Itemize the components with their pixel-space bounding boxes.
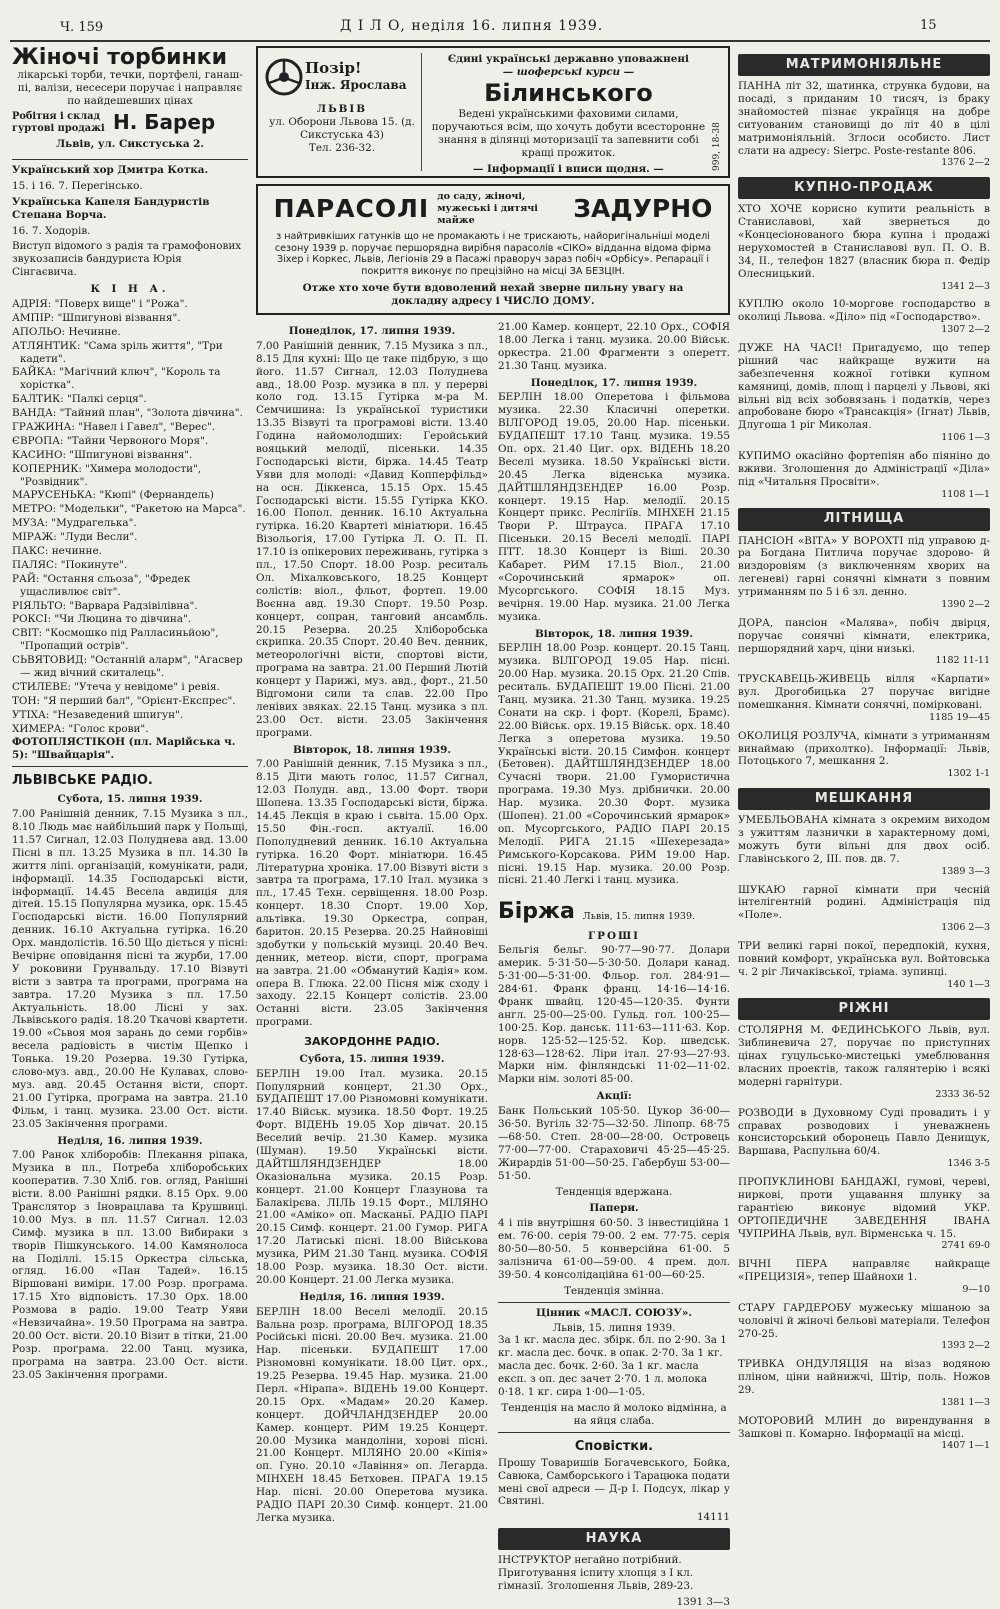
radio-d2-text: 7.00 Ранішній денник, 7.15 Музика з пл., 8.15 Діти мають голос, 11.57 Сигнал, 12.03 Полудн. авд., 13.00 Форт. твори Шопена. 13.35 Господарські вісти, біржа. 14.45 Лекція в краю і сьвіта. 15.00 Орх. 15.50 Фін.-госп. актуалії. 16.00 Пополудневий денник. 16.10 Актуальна гутірка. 16.20 Форт. мініатюри. 16.45 Літературна хроніка. 17.00 Візвуті вісти з завтра та програма, 17.10 Італ. музика з пл., 17.45 Техн. сервіщення. 18.00 Розр. концерт. 18.30 Спорт. 19.00 Хор, альтівка. 19.30 Оркестра, сопран, баритон. 20.15 Резерва. 20.25 Найновіші здобутки у польській музиці. 20.40 Веч. денник, метеор. вісти, спорт, програма на завтра. 21.00 «Обманутий Кадія» ком. опера В. Глюка. 22.00 Пісня між сходу і заходу. 22.15 Концерт солістів. 23.00 Останні вісти. 23.05 Закінчення програми. (256, 758, 488, 1029)
spov-text: Прошу Товаришів Богачевського, Бойка, Савюка, Самборського і Тарацюка подати мені свої адреси — Д-р І. Подсух, лікар у Святині. (498, 1456, 730, 1508)
classified-ad (738, 1024, 990, 1100)
lviv-radio-day1-text: 7.00 Ранішній денник, 7.15 Музика з пл., 8.10 Людь має найбільший парк у Польщі, 11.57 Сигнал, 12.03 Полуднева авд. 13.00 Пісні в пл. 13.25 Музика в пл. 14.30 Ів життя ліпі. організацій, комунікати, ради, інформації. 14.35 Господарські вісти, інформації. 14.45 Весела авдиція для дітей. 15.15 Популярна музика, орк. 15.45 Господарські вісти. 16.00 Популярний денник. 16.10 Актуальна гутірка. 16.20 Орх. мандолістів. 16.50 Що діється у пісні: Вечірнє оповідання пісні та журби, 17.00 У роковини Грунвальду. 17.10 Візвуті вісти з завтра та програми, програма на завтра. 17.20 Музика з пл. 17.50 Актуальність. 18.00 Лісні у зах. Львівського радія. 18.20 Ткачові квартети. 19.00 «Сьвоя моя зарань до семи горбів» весела радіовість в чистім Щепко і Тонька. 19.20 Розерва. 19.30 Гутірка, слово-муз. авд., 20.00 Не Кулавах, слово-муз. авд. 20.45 Остання вісти, спорт. 21.00 Гутірка, програма на завтра. 21.10 Фільм, і танц. музика. 23.00 Ост. вісти. 23.05 Закінчення програми. (12, 808, 248, 1130)
divider (12, 159, 248, 160)
kino-item: БАЙКА: "Магічний ключ", "Король та хорістка". (12, 366, 221, 392)
radio-d1: Понеділок, 17. липня 1939. (288, 325, 456, 338)
maslo-tend: Тенденція на масло й молоко відмінна, а на яйця слаба. (501, 1401, 727, 1427)
ad-kursy-inzh: Інж. Ярослава (305, 77, 407, 92)
rubric-heading: МАТРИМОНІЯЛЬНЕ (738, 54, 990, 76)
rubric-heading: МЕШКАННЯ (738, 788, 990, 810)
classified-number: 140 1—3 (947, 978, 990, 990)
classified-text: ПАНСІОН «ВІТА» У ВОРОХТІ під управою д-ра Богдана Питлича поручає здорово- й виздоровіям (з виключенням хворих на легеневі) гарні сонячні кімнати з повним утриманням по 5 і 6 зл. денно. (738, 534, 990, 599)
birzha-text2: Банк Польський 105·50. Цукор 36·00—36·50. Вугіль 32·75—32·50. Ліпопр. 68·75—68·50. Степ. 28·00—28·00. Островець 77·00—77·00. Стараховичі 45·25—45·25. Жирардів 51·00—50·25. Габербуш 53·00—51·50. (498, 1105, 730, 1182)
kino-item: РІЯЛЬТО: "Варвара Радзівілівна". (12, 599, 198, 612)
nauka-num: 1391 3—3 (676, 1595, 730, 1608)
classified-text: ХТО ХОЧЕ корисно купити реальність в Станиславові, хай звернеться до «Концесіонованого бюра купна і продажі нерухомостей в Станиславові вул. П. О. В. 34, II., телефон 1827 (власник бюра п. Федір Олесницький. (738, 203, 990, 280)
kino-item: ГРАЖИНА: "Навел і Гавел", "Верес". (12, 420, 216, 433)
birzha-akcii: Акції: (596, 1090, 632, 1103)
classified-text: УМЕБЛЬОВАНА кімната з окремим виходом з ужиттям лазнички в характерному домі, можуть бути вільні для двох осіб. Главінського 2, III. пов. дв. 7. (738, 814, 990, 865)
classified-number: 1393 2—2 (941, 1340, 990, 1352)
classified-number: 1390 2—2 (941, 598, 990, 610)
radio-d4: Неділя, 16. липня 1939. (299, 1290, 445, 1303)
ad-parasoli-sub: до саду, жіночі, мужеські і дитячі майже (437, 191, 538, 226)
ad-kursy-line2: — шоферські курси — (502, 65, 635, 78)
classified-number: 1108 1—1 (941, 488, 990, 500)
classified-number: 9—10 (962, 1284, 990, 1296)
rubric-heading: ЛІТНИЩА (738, 508, 990, 530)
birzha-tend2: Тенденція змінна. (564, 1284, 664, 1297)
spov-title: Сповістки. (574, 1438, 654, 1454)
left-notes (12, 164, 248, 279)
ad-kursy-info: — Інформації і вписи щодня. — (473, 162, 664, 175)
birzha-date: Львів, 15. липня 1939. (582, 910, 696, 922)
classified-number: 1376 2—2 (941, 157, 990, 169)
classified-ad (738, 1302, 990, 1352)
kino-item: АМПІР: "Шпигунові візвання". (12, 311, 181, 324)
classified-number: 1307 2—2 (941, 324, 990, 336)
classified-ad (738, 814, 990, 877)
classified-number: 2333 36-52 (935, 1088, 990, 1100)
classified-text: ПРОПУКЛИНОВІ БАНДАЖІ, гумові, череві, ниркові, проти ущавання шлунку за гарантією виконує відомий УКР. ОРТОПЕДИЧНЕ ЗАВЕДЕННЯ ІВАНА ЧУПРИНА Львів, вул. Вірменська ч. 15. (738, 1176, 990, 1240)
left-note: Український хор Дмитра Котка. (12, 163, 209, 176)
classified-ad (738, 884, 990, 934)
birzha-text3: 4 і пів внутрішня 60·50. 3 інвестиційна 1 ем. 76·00. серія 79·00. 2 ем. 77·75. серія 80·50—80·50. 5 конверсійна 61·00. 5 залізнича 61·00—59·00. 4 прем. дол. 39·50. 4 консолідаційна 61·00—60·25. (498, 1217, 730, 1281)
classified-text: ТРИВКА ОНДУЛЯЦІЯ на візаз водяною пліном, ціни найнижчі, Штір, поль. Ножов 29. (738, 1358, 990, 1397)
ad-parasoli-note: Отже хто хоче бути вдоволений нехай зверне пильну увагу на докладну адресу і ЧИСЛО ДОМУ. (302, 282, 684, 308)
kino-item: ПАКС: нечинне. (12, 544, 102, 557)
radio-d3-text: БЕРЛІН 19.00 Італ. музика. 20.15 Популярний концерт, 21.30 Орх., БУДАПЕШТ 17.00 Різномовні комунікати. 17.40 Військ. музика. 18.50 Форт. 19.25 Форт. ВІДЕНЬ 19.05 Хор дівчат. 20.15 Веселий вечір. 21.30 Камер. музика (Шуман). 19.50 Українські вісти. ДАЙТШЛЯНДЗЕНДЕР 18.00 Оказіональна музика. 20.15 Розр. концерт. 21.00 Концерт Глазунова та Балакірєва. ЛІЛЬ 19.15 Форт., МІЛЯНО 21.00 «Аміко» оп. Масканьї. РАДІО ПАРІ 20.15 Симф. концерт. 21.00 Гумор. РИГА 17.20 Латиські пісні. 18.00 Військова музика, РИМ 21.30 Танц. музика. СОФІЯ 18.00 Розр. музика. 18.30 Ост. вісти. 20.00 Концерт. 21.00 Легка музика. (256, 1067, 489, 1286)
radio-d2: Вівторок, 18. липня 1939. (292, 743, 452, 756)
nauka-text: ІНСТРУКТОР негайно потрібний. Приготування іспиту хлопця з I кл. гімназії. Зголошення Львів, 289-23. (498, 1554, 694, 1593)
kino-item: ПАЛЯС: "Покинуте". (12, 558, 128, 571)
ad-kursy-text: Ведені українськими фаховими силами, поручаються всім, що хочуть добути всесторонне знання в ділянці моторизації та запевнити собі кращі прожиток. (431, 107, 706, 159)
classified-text: КУПИМО окасійно фортепіян або піяніно до вживи. Зголошення до Адміністрації «Діла» під «Читальня Просвіти». (738, 449, 990, 488)
maslo-date: Львів, 15. липня 1939. (552, 1321, 676, 1334)
radio-d5-text: 21.00 Камер. концерт, 22.10 Орх., СОФІЯ 18.00 Легка і танц. музика. 20.00 Військ. оркестра. 21.00 Фрагменти з оперетт. 21.30 Танц. музика. (498, 321, 730, 372)
kino-item: ЄВРОПА: "Тайни Червоного Моря". (12, 434, 209, 447)
classified-ad (738, 535, 990, 611)
radio-col-1 (256, 321, 488, 1609)
lviv-radio-day2: Неділя, 16. липня 1939. (57, 1134, 203, 1147)
classified-ad (738, 203, 990, 292)
classified-ad (738, 80, 990, 169)
kino-item: СЬВЯТОВИД: "Останній аларм", "Агасвер — жид вічний скиталець". (12, 654, 243, 679)
birzha-papery: Папери. (589, 1202, 639, 1215)
kina-list (12, 298, 248, 736)
ad-kursy-poz: Позір! (305, 59, 362, 78)
ad-torbynky-address: Львів, ул. Сикстуська 2. (55, 138, 205, 151)
radio-d7: Вівторок, 18. липня 1939. (534, 627, 694, 640)
kino-item: ХИМЕРА: "Голос крови". (12, 722, 149, 735)
ad-torbynky-label: Робітня і склад гуртові продажі (12, 110, 105, 134)
birzha-tend: Тенденція вдержана. (555, 1185, 673, 1198)
kino-item: ВАНДА: "Тайний план", "Золота дівчина". (12, 407, 243, 420)
middle-column (256, 46, 730, 1608)
kino-item: КАСИНО: "Шпигунові візвання". (12, 448, 193, 461)
ad-torbynky-body: лікарські торби, течки, портфелі, ганаш-пі, валізи, несесери поручає і направляє по найдешевших цінах (17, 69, 243, 107)
kino-item: АПОЛЬО: Нечинне. (12, 325, 121, 338)
ad-kursy (256, 46, 730, 178)
kino-item: МАРУСЕНЬКА: "Кюпі" (Фернандель) (12, 489, 214, 502)
left-column (12, 46, 248, 1546)
classified-ad (738, 673, 990, 723)
kino-item: МУЗА: "Мудрагелька". (12, 517, 137, 530)
left-note: Виступ відомого з радія та грамофонових звукозаписів бандуриста Юрія Сінгаєвича. (12, 240, 242, 279)
radio-d6-text: БЕРЛІН 18.00 Оперетова і фільмова музика. 22.30 Класичні оперетки. ВІЛГОРОД 19.05, 20.00 Нар. пісеньки. БУДАПЕШТ 17.10 Танц. музика. 19.55 Оп. орх. 21.40 Циг. орх. ВІДЕНЬ 18.20 Веселі музика. 18.50 Українські вісти. 20.45 Легка віденська музика. ДАЙТШЛЯНДЗЕНДЕР 16.00 Розр. концерт. 19.15 Нар. мелодії. 20.15 Концерт прикс. Реслігіїв. МІНХЕН 21.15 Твори Р. Штрауса. ПРАГА 17.10 Пісеньки. 20.15 Веселі мелодії. ПАРІ ПТТ. 18.30 Концерт із Віші. 20.30 Кабарет. РИМ 17.15 Віол., 21.00 «Сорочинський ярмарок» оп. Мусоргського. СОФІЯ 18.15 Муз. вечірня. 19.00 Нар. музика. 21.00 Легка музика. (498, 391, 730, 623)
ad-kursy-name: Білинського (484, 78, 653, 107)
radio-d7-text: БЕРЛІН 18.00 Розр. концерт. 20.15 Танц. музика. ВІЛГОРОД 19.05 Нар. пісні. 20.00 Нар. музика. 20.15 Орх. 21.20 Спів. реситаль. БУДАПЕШТ 19.00 Пісні. 21.00 Танц. музика. 21.30 Танц. музика. 19.25 Сонати на скр. і форт. (Корелі, Брамс). 22.00 Військ. орх. 19.15 Військ. орх. 18.40 Легка з оперетова музика. 19.50 Українські вісти. 20.15 Симфон. концерт (Бетовен). ДАЙТШЛЯНДЗЕНДЕР 18.00 Сучасні твори. 21.00 Гумористична програма. 19.30 Муз. дрібнички. 20.00 Нар. музика. 20.30 Форт. музика (Шопен). 21.00 «Сорочинський ярмарок» оп. Мусоргського, РАДІО ПАРІ 20.15 Мелодії. РИГА 21.15 «Шехерезада» Римського-Корсакова. РИМ 19.00 Нар. пісні. 19.15 Нар. музика. 20.00 Розр. пісні. 21.40 Легкі і танц. музика. (498, 642, 730, 887)
kino-item: АДРІЯ: "Поверх вище" і "Рожа". (12, 297, 188, 310)
right-column (738, 46, 990, 1546)
left-note: 16. 7. Ходорів. (12, 224, 91, 237)
kino-item: СВІТ: "Космошко під Ралласиньйою", "Пропащий острів". (12, 627, 219, 653)
left-note: Українська Капеля Бандуристів Степана Ворча. (12, 195, 210, 221)
kino-item: СТИЛЕВЕ: "Утеча у невідоме" і ревія. (12, 680, 220, 693)
divider (498, 1302, 730, 1303)
lviv-radio-title: ЛЬВІВСЬКЕ РАДІО. (12, 773, 153, 789)
radio-d4-text: БЕРЛІН 18.00 Веселі мелодії. 20.15 Вальна розр. програма, ВІЛГОРОД 18.35 Російські пісні. 20.00 Веч. музика. 21.00 Нар. пісеньки. БУДАПЕШТ 17.00 Різномовні комунікати. 18.00 Цит. орх., 19.25 Резерва. 19.45 Нар. музика. 21.00 Перл. «Нірапа». ВІДЕНЬ 19.00 Концерт. 20.15 Орх. «Мадам» 20.20 Камер. концерт. ДОЙЧЛАНДЗЕНДЕР 20.00 Камер. концерт. РИМ 19.25 Концерт. 20.00 Музика мандоліни, хорові пісні. 21.00 Концерт. МІЛЯНО 20.00 «Кіпія» оп. Гуно. 20.10 «Лавіння» оп. Легарда. МІНХЕН 18.45 Бетховен. ПРАГА 19.15 Нар. пісні. 20.00 Оперетова музика. РАДІО ПАРІ 20.30 Симф. концерт. 21.00 Легка музика. (256, 1305, 488, 1524)
lviv-radio-day2-text: 7.00 Ранок хліборобів: Плекання ріпака, Музика в пл., Потреба хліборобських кооператив. 7.30 Хліб. гов. огляд, Ранішні вісти. 8.00 Ранішні рядки. 8.15 Орх. 9.00 Транслятор з Іноврацлава та Крушвиці. 10.00 Муз. в пл. 11.57 Сигнал. 12.03 Симф. музика в пл. 13.00 Вибираки з творів Пішкунського. 14.00 Камянолоса на Поділлі. 15.15 Оркестра сільська, огляд. 16.00 «Пан Тадей». 16.15 Віршовані виміри. 17.00 Розр. програма. 17.15 Хто відповість. 17.30 Орх. 18.00 Розмова в радіо. 19.00 Театр Уяви «Невзичайна». 19.50 Програма на завтра. 20.00 Ост. вісти. 20.10 Візит в тітки, 21.00 Розр. програма. 22.00 Танц. музика, програма на завтра. 23.00 Ост. вісти. 23.05 Закінчення програми. (12, 1149, 248, 1381)
classified-text: ТРИ великі гарні покої, передпокій, кухня, повний комфорт, українська вул. Войтовська ч. 2 ріг Личаківської, тріама. зупинці. (738, 939, 990, 978)
classified-number: 1346 3-5 (947, 1158, 990, 1170)
divider (498, 1432, 730, 1433)
left-note: 15. і 16. 7. Перегінсько. (12, 179, 143, 192)
kina-title: К І Н А. (90, 283, 170, 296)
classified-ad (738, 617, 990, 667)
kino-item: ТОН: "Я перший бал", "Орієнт-Експрес". (12, 694, 236, 707)
radio-d1-text: 7.00 Ранішній денник, 7.15 Музика з пл., 8.15 Для кухні: Що це таке пiдбрую, з що його. 11.57 Сигнал, 12.03 Полуднева авд., 18.00 Розр. музика в пл. у перерві коло год. 13.15 Гутірка м-ра М. Семчишина: Із української туристики 13.35 Візвуті та програмові вісти. 13.40 Година найомолодших: Геройський вояцький мелодії, пісеньки. 14.35 Господарські вісти, біржа. 14.45 Театр Уяви для молоді: «Давид Копперфільд» на осн. Діккенса, 15.15 Орх. 15.45 Господарські вісти. 15.55 Гутірка ККО. 16.00 Попол. денник. 16.10 Актуальна гутірка. 16.20 Квартеті мініатюри. 16.45 Візольогія, 17.00 Гутірка Л. О. П. П. 17.10 із опікерових переживань, гутірка з пл., 17.50 Спорт. 18.00 Розр. реситаль Ол. Міхалковського, 18.25 Концерт солістів: віол., фльот, фортеп. 19.00 Воєнна авд. 19.30 Спорт. 19.50 Розр. концерт, сопран, танговий ансамбль. 20.15 Резерва. 20.25 Хліборобська скрипка. 20.35 Спорт. 20.40 Веч. денник, метеорологічні вісти, спортові вісти, програма на завтра. 21.00 Перший Лютій концерт у Парижі, муз. авд., форт., 21.50 Відгомони сили та слав. 22.00 Про ленівих звяках. 22.15 Танц. музика з пл. 23.00 Ост. вісти. 23.05 Закінчення програми. (256, 339, 488, 739)
classified-ad (738, 450, 990, 500)
kino-item: КОПЕРНИК: "Химера молодости", "Розвідник". (12, 462, 202, 488)
radio-d6: Понеділок, 17. липня 1939. (530, 376, 698, 389)
kino-item: АТЛЯНТИК: "Сама зріль життя", "Три кадети". (12, 339, 223, 365)
rubric-heading: КУПНО-ПРОДАЖ (738, 177, 990, 199)
classified-number: 1381 1—3 (941, 1396, 990, 1408)
ad-kursy-tel: Тел. 236-32. (308, 141, 376, 154)
classified-number: 1302 1-1 (947, 768, 990, 780)
kino-item: БАЛТИК: "Палкі серця". (12, 393, 147, 406)
classified-text: СТАРУ ГАРДЕРОБУ мужеську мішаною за чоловічі й жіночі бельові матеріали. Телефон 270-25. (738, 1301, 990, 1340)
classified-text: ОКОЛИЦЯ РОЗЛУЧА, кімнати з утриманням винаймаю (прихолтко). Інформації: Львів, Потоцького 7, мешкання 2. (738, 729, 990, 768)
classified-number: 2741 69-0 (941, 1240, 990, 1252)
classified-text: КУПЛЮ около 10-моргове господарство в околиці Львова. «Діло» під «Господарство». (738, 298, 990, 324)
classified-ad (738, 1415, 990, 1453)
ad-kursy-address: ул. Оборони Львова 15. (д. Сикстуська 43) (269, 115, 415, 141)
car-icon (263, 53, 305, 99)
classified-number: 1341 2—3 (941, 280, 990, 292)
header-rule (10, 40, 990, 42)
lviv-radio-day1: Субота, 15. липня 1939. (57, 793, 203, 806)
ad-parasoli-text: з найтривкіших гатунків що не промакають і не трискають, найоригінальніші моделі сезону 1939 р. поручає першорядна вирібня парасолів «СІКО» відданна відома фірма Зіхер і Коркес, Львів, Легіонів 29 в Пасажі праворуч зараз побіч «Орбісу». Репарації і покриття виконує по прецізійно на місці ЗА БЕЗЦІН. (274, 230, 712, 278)
kino-item: УТІХА: "Незаведений шпигун". (12, 708, 184, 721)
maslo-text: За 1 кг. масла дес. збірк. бл. по 2·90. За 1 кг. масла дес. бочк. в опак. 2·70. За 1 кг. масла дес. бочк. 2·60. За 1 кг. масла експ. з оп. дес зачет 2·70. 1 л. молока 0·18. 1 кг. сира 1·00—1·05. (498, 1334, 727, 1398)
nauka-title: НАУКА (498, 1528, 730, 1550)
classified-ad (738, 298, 990, 336)
ad-torbynky-name: Н. Барер (113, 110, 216, 135)
birzha-text1: Бельгія бельг. 90·77—90·77. Долари америк. 5·31·50—5·30·50. Долари канад. 5·31·00—5·31·00. Фльор. гол. 284·91—284·61. Франк франц. 14·16—14·16. Франк швайц. 120·45—120·35. Фунти англ. 25·00—25·00. Гульд. гол. 100·25—100·25. Кор. данськ. 111·63—111·63. Кор. норв. 125·52—125·52. Кор. шведськ. 128·63—128·62. Ліри італ. 27·93—27·93. Марки нім. фінляндські 11·02—11·02. Марки нім. золоті 85·00. (498, 944, 730, 1086)
page-header (0, 0, 1000, 44)
classified-ad (738, 342, 990, 444)
page-number: 15 (920, 18, 937, 33)
ad-parasoli (256, 184, 730, 315)
classified-ad (738, 1176, 990, 1252)
classified-text: ШУКАЮ гарної кімнати при чесній інтелігентній родині. Адміністрація під «Поле». (738, 883, 990, 922)
radio-d3: Субота, 15. липня 1939. (299, 1052, 445, 1065)
classified-text: ДУЖЕ НА ЧАСІ! Пригадуємо, що тепер рішний час найкраще вужити на забезпечення кожної готівки купном камяниці, домів, площ і парцелі у Львові, які вільні від всіх зобовязань і податків, через апробоване бюро «Трансакція» (Ігнат) Львів, Длугоша 1 ріг Миколая. (738, 341, 990, 432)
classified-text: ПАННА літ 32, шатинка, струнка будови, на посаді, з приданим 10 тисяч, із браку знайомостей пізнає українця на добре ситуованим становищі до літ 40 в цілі матримоніяльній. Зглоси особисто. Лист слати на адресу: Sierpc. Poste-restante 806. (738, 80, 990, 157)
classified-number: 1106 1—3 (941, 432, 990, 444)
kino-item: РАЙ: "Остання сльоза", "Фредек ущасливлює світ". (12, 572, 191, 598)
ad-parasoli-title: ПАРАСОЛІ (273, 193, 430, 223)
classified-text: МОТОРОВИЙ МЛИН до вирендування в Зашкові п. Комарно. Інформації на місці. (738, 1414, 990, 1440)
kino-item: РОКСІ: "Чи Люцина то дівчина". (12, 613, 192, 626)
divider (12, 766, 248, 767)
ad-parasoli-zadurno: ЗАДУРНО (573, 193, 713, 223)
classified-number: 1407 1—1 (941, 1440, 990, 1452)
classified-number: 1389 3—3 (941, 865, 990, 877)
fotoplastikon: ФОТОПЛЯСТІКОН (пл. Марійська ч. 5): "Швайцарія". (12, 736, 236, 762)
kino-item: МЕТРО: "Модельки", "Ракетою на Марса". (12, 503, 246, 516)
classified-ad (738, 1358, 990, 1408)
radio-col-2 (498, 321, 730, 1609)
classified-text: ТРУСКАВЕЦЬ-ЖИВЕЦЬ вілля «Карпати» вул. Дрогобицька 27 поручає вигідне помешкання. Кімнати сонячні, помірковані. (738, 673, 990, 711)
classified-ad (738, 730, 990, 780)
classified-ad (738, 1107, 990, 1170)
newspaper-title-date: Д І Л О, неділя 16. липня 1939. (340, 18, 604, 34)
birzha-title: Біржа (498, 899, 575, 925)
classified-text: ДОРА, пансіон «Малява», побіч двірця, поручає сонячні кімнати, електрика, першорядний харч, ціни низькі. (738, 616, 990, 655)
maslo-title: Цінник «МАСЛ. СОЮЗУ». (536, 1306, 692, 1319)
classified-number: 1182 11-11 (935, 655, 990, 667)
ad-kursy-side: 999, 18-38 (711, 122, 722, 171)
spov-num: 14111 (696, 1511, 730, 1524)
classified-text: ВІЧНІ ПЕРА направляє найкраще «ПРЕЦИЗІЯ», тепер Шайнохи 1. (738, 1258, 990, 1284)
ad-kursy-line1: Єдині українські державно уповажнені (447, 53, 689, 65)
classified-text: РОЗВОДИ в Духовному Суді провадить і у справах розводових і уневажнень консисторський оборонець Павло Денищук, Варшава, Распульна 60/4. (738, 1106, 990, 1158)
classified-number: 1185 19—45 (929, 711, 990, 723)
classified-ad (738, 940, 990, 990)
issue-number: Ч. 159 (60, 20, 104, 35)
classified-ad (738, 1258, 990, 1296)
classified-number: 1306 2—3 (941, 922, 990, 934)
ad-torbynky (12, 46, 248, 151)
kino-item: МІРАЖ: "Луди Весли". (12, 531, 138, 544)
ad-torbynky-title: Жіночі торбинки (12, 45, 228, 70)
rubric-heading: РІЖНІ (738, 998, 990, 1020)
classified-text: СТОЛЯРНЯ М. ФЕДИНСЬКОГО Львів, вул. Зиблиневича 27, поручає по приступних цінах гуцульсько-мистецькі умеблювання власних проектів, також галянтерію і всякі модерні гарнітури. (738, 1024, 990, 1089)
ad-kursy-city: ЛЬВІВ (316, 103, 368, 115)
birzha-groshi: ГРОШІ (587, 929, 641, 942)
zakordonne-title: ЗАКОРДОННЕ РАДІО. (304, 1035, 440, 1049)
